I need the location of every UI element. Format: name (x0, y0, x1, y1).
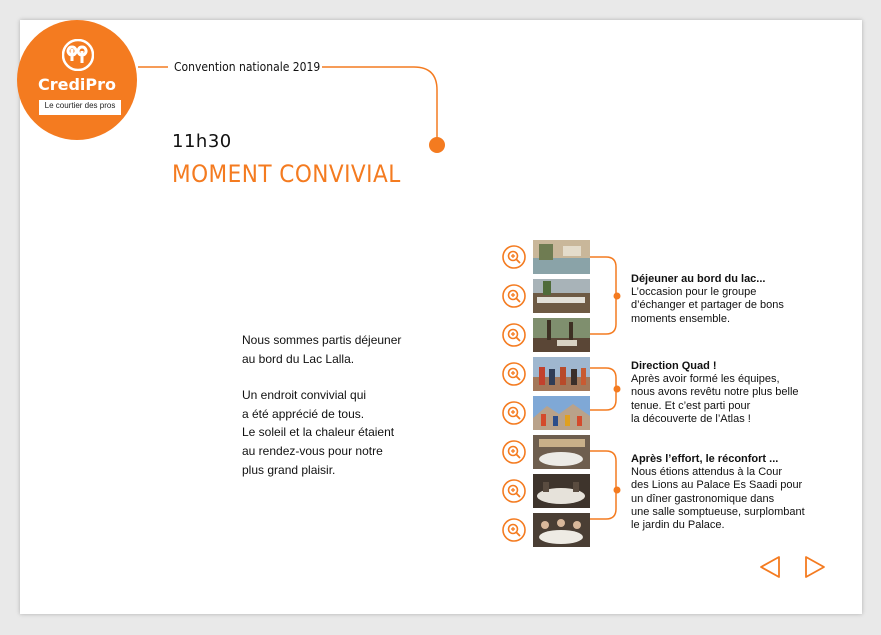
caption-line: la découverte de l’Atlas ! (631, 412, 751, 425)
caption-line: le jardin du Palace. (631, 519, 725, 532)
intro-line: Le soleil et la chaleur étaient (242, 425, 395, 440)
event-time: 11h30 (172, 131, 232, 152)
brand-name: CrediPro (37, 75, 117, 94)
gallery-photo[interactable] (533, 240, 590, 274)
caption-title: Direction Quad ! (631, 360, 717, 372)
page-title: MOMENT CONVIVIAL (172, 160, 401, 188)
gallery-photo[interactable] (533, 357, 590, 391)
prev-arrow-icon[interactable] (758, 555, 782, 579)
caption-lunch (631, 273, 784, 326)
zoom-icon[interactable] (502, 323, 526, 347)
caption-line: moments ensemble. (631, 312, 731, 325)
intro-line: Un endroit convivial qui (242, 388, 367, 403)
caption-title: Déjeuner au bord du lac... (631, 273, 766, 285)
zoom-icon[interactable] (502, 401, 526, 425)
zoom-icon[interactable] (502, 518, 526, 542)
caption-line: Nous étions attendus à la Cour (631, 466, 783, 479)
intro-line: au bord du Lac Lalla. (242, 351, 355, 366)
gallery-photo[interactable] (533, 279, 590, 313)
gallery-photo[interactable] (533, 396, 590, 430)
intro-line: au rendez-vous pour notre (242, 443, 383, 458)
caption-line: une salle somptueuse, surplombant (631, 505, 805, 518)
caption-line: tenue. Et c’est parti pour (631, 399, 751, 412)
gallery-photo[interactable] (533, 513, 590, 547)
caption-line: un dîner gastronomique dans (631, 492, 775, 505)
intro-line: Nous sommes partis déjeuner (242, 333, 402, 347)
caption-line: L’occasion pour le groupe (631, 286, 757, 299)
caption-line: d’échanger et partager de bons (631, 299, 784, 312)
gallery-photo[interactable] (533, 435, 590, 469)
convention-title: Convention nationale 2019 (174, 60, 321, 74)
next-arrow-icon[interactable] (803, 555, 827, 579)
zoom-icon[interactable] (502, 362, 526, 386)
brand-tagline: Le courtier des pros (44, 101, 116, 110)
zoom-icon[interactable] (502, 284, 526, 308)
caption-title: Après l’effort, le réconfort ... (631, 453, 779, 465)
caption-dinner (631, 453, 805, 532)
zoom-icon[interactable] (502, 245, 526, 269)
gallery-photo[interactable] (533, 474, 590, 508)
caption-line: nous avons revêtu notre plus belle (631, 386, 799, 399)
zoom-icon[interactable] (502, 479, 526, 503)
caption-line: Après avoir formé les équipes, (631, 373, 780, 386)
caption-quad (631, 360, 799, 426)
gallery-photo[interactable] (533, 318, 590, 352)
intro-line: a été apprécié de tous. (242, 406, 365, 421)
zoom-icon[interactable] (502, 440, 526, 464)
intro-line: plus grand plaisir. (242, 462, 336, 477)
caption-line: des Lions au Palace Es Saadi pour (631, 479, 803, 492)
